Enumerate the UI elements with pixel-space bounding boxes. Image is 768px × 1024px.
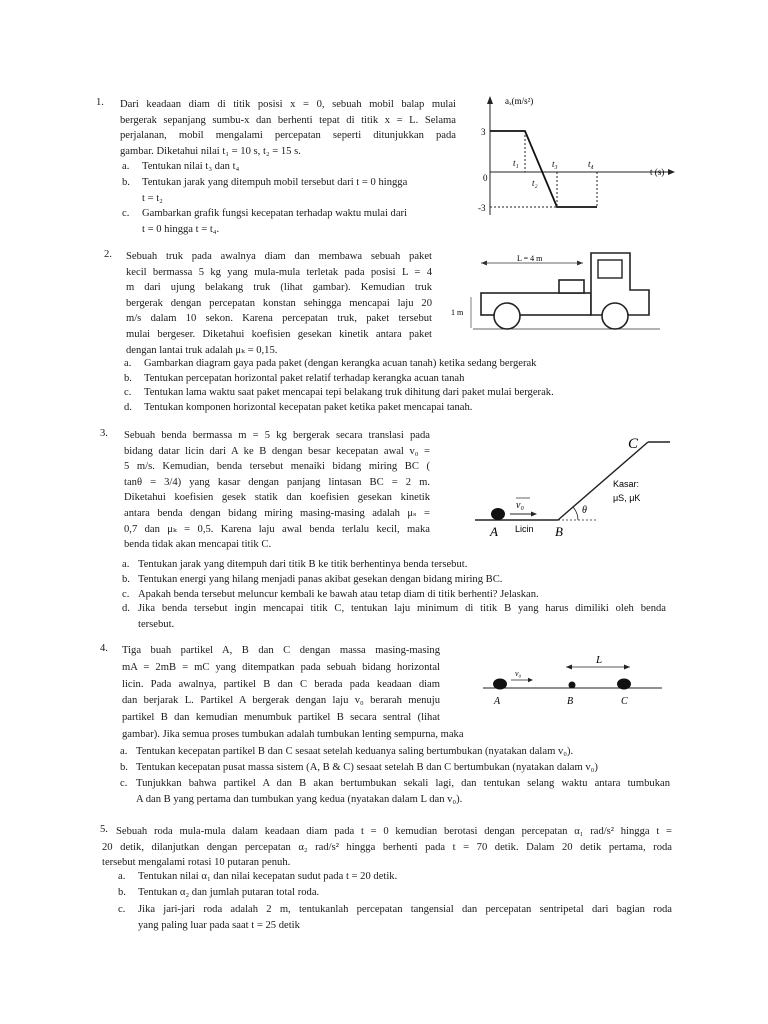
y-axis-label: aₓ(m/s²): [505, 96, 534, 106]
q3-line: benda tidak akan mencapai titik C.: [124, 539, 272, 551]
item-text: A dan B yang pertama dan tumbukan yang kedua (nyatakan dalam L dan v₀).: [136, 794, 463, 805]
item-text: Tentukan komponen horizontal kecepatan paket ketika paket mencapai tanah.: [144, 402, 473, 413]
item-label: a.: [120, 746, 128, 757]
q3-item-b: [122, 572, 742, 588]
item-label: c.: [122, 208, 130, 219]
label-c: C: [621, 696, 628, 707]
q4-line: dan berjarak L. Partikel A bergerak dengan laju v₀ berarah menuju: [122, 695, 440, 707]
length-label: L: [596, 654, 603, 666]
item-text: Gambarkan diagram gaya pada paket (dengan kerangka acuan tanah) ketika sedang bergerak: [144, 358, 537, 369]
q2-stem: [126, 249, 432, 358]
rough-label: Kasar:: [613, 479, 640, 489]
item-label: a.: [124, 358, 132, 369]
q5-line: tersebut mengalami rotasi 10 putaran penuh.: [102, 857, 291, 869]
q1-line: perjalanan, mobil mengalami percepatan seperti ditunjukkan pada: [120, 130, 456, 142]
q1-stem: [120, 97, 456, 159]
q2-number: 2.: [104, 249, 112, 260]
q4-item-b: [120, 760, 740, 776]
q1-item-c: [122, 206, 462, 238]
q2-line: m/s dalam 10 sekon. Karena percepatan truk, paket tersebut: [126, 313, 432, 325]
q1-line: Dari keadaan diam di titik posisi x = 0, sebuah mobil balap mulai: [120, 99, 456, 110]
item-text: Jika benda tersebut ingin mencapai titik C, tentukan laju minimum di titik B yang harus dimiliki oleh benda: [138, 603, 666, 614]
q2-line: dengan lantai truk adalah μₖ = 0,15.: [126, 344, 278, 356]
item-text: Gambarkan grafik fungsi kecepatan terhadap waktu mulai dari: [142, 208, 408, 219]
item-text: Tentukan kecepatan partikel B dan C sesaat setelah keduanya saling bertumbukan (nyatakan dalam v₀).: [136, 746, 574, 757]
q3-line: bidang datar licin dari A ke B dengan besar kecepatan awal v₀ =: [124, 445, 430, 457]
item-text: t = t₂: [142, 193, 163, 204]
x-axis-label: t (s): [650, 167, 665, 177]
smooth-label: Licin: [515, 524, 534, 534]
length-arrow-right: [577, 261, 583, 266]
q3-line: antara benda dengan bidang miring masing-masing adalah μₛ =: [124, 507, 430, 519]
item-label: b.: [124, 373, 132, 384]
item-text: Tentukan energi yang hilang menjadi panas akibat gesekan dengan bidang miring BC.: [138, 574, 503, 585]
q2-line: bergerak dengan percepatan konstan sehingga mencapai laju 20: [126, 297, 432, 309]
q5-number: 5.: [100, 824, 108, 835]
q3-line: tanθ = 3/4) yang kasar dengan panjang lintasan BC = 2 m.: [124, 476, 430, 488]
acceleration-curve: [490, 131, 597, 207]
item-label: b.: [122, 177, 130, 188]
q5-item-c: [118, 902, 678, 934]
item-text: Tentukan lama waktu saat paket mencapai tepi belakang truk dihitung dari paket mulai bergerak.: [144, 387, 554, 398]
item-label: c.: [122, 589, 130, 600]
particle-b: [569, 682, 576, 689]
angle-arc: [573, 507, 578, 520]
q3-item-d: [122, 601, 742, 633]
length-arrow-left: [566, 665, 572, 670]
y-axis-arrow: [487, 96, 493, 104]
q3-line: Diketahui koefisien gesek statik dan koefisien gesekan kinetik: [124, 492, 430, 504]
q3-number: 3.: [100, 428, 108, 439]
q4-stem: [122, 643, 464, 744]
q2-line: Sebuah truk pada awalnya diam dan membawa sebuah paket: [126, 251, 432, 262]
particle-a: [493, 679, 507, 690]
point-a-label: A: [490, 524, 498, 539]
q5-line: Sebuah roda mula-mula dalam keadaan diam pada t = 0 kemudian berotasi dengan percepatan α₁ rad/s² hingga t =: [116, 826, 672, 837]
q5-line: 20 detik, dilanjutkan dengan percepatan α₂ rad/s² hingga berhenti pada t = 70 detik. Dalam 20 detik pertama, roda: [102, 841, 672, 853]
length-arrow-right: [624, 665, 630, 670]
velocity-label: v₀: [515, 669, 522, 678]
q4-line: Tiga buah partikel A, B dan C dengan massa masing-masing: [122, 645, 440, 656]
q5-item-b: [118, 885, 678, 901]
item-text: Apakah benda tersebut meluncur kembali ke bawah atau tetap diam di titik berhenti? Jelaskan.: [138, 589, 539, 600]
velocity-label: v₀: [516, 500, 524, 511]
theta-label: θ: [582, 505, 587, 516]
point-b-label: B: [555, 524, 563, 539]
t2-label: t₂: [532, 178, 538, 188]
item-text: Tentukan jarak yang ditempuh mobil tersebut dari t = 0 hingga: [142, 177, 408, 188]
block-body: [491, 508, 505, 520]
t3-label: t₃: [552, 159, 558, 169]
item-label: b.: [120, 762, 128, 773]
item-label: d.: [122, 603, 130, 614]
q2-line: kecil bermassa 5 kg yang mula-mula terletak pada posisi L = 4: [126, 266, 432, 278]
q1-item-b: [122, 175, 462, 207]
q3-incline-figure: [470, 428, 685, 543]
q4-item-c: [120, 776, 740, 808]
cab-window: [598, 260, 622, 278]
label-a: A: [494, 696, 501, 707]
q5-stem: [102, 824, 672, 871]
q2-truck-figure: [445, 245, 665, 340]
item-label: a.: [118, 871, 126, 882]
t1-label: t₁: [513, 158, 519, 168]
item-label: c.: [124, 387, 132, 398]
q3-line: 5 m/s. Kemudian, benda tersebut menaiki bidang miring BC (: [124, 461, 430, 473]
item-text: Tentukan nilai t₃ dan t₄: [142, 161, 240, 172]
tick-3: 3: [481, 127, 486, 137]
velocity-arrowhead: [531, 512, 537, 517]
item-label: c.: [118, 904, 126, 915]
q1-line: bergerak sepanjang sumbu-x dan berhenti tepat di titik x = L. Selama: [120, 114, 456, 126]
q3-line: Sebuah benda bermassa m = 5 kg bergerak secara translasi pada: [124, 430, 430, 441]
item-text: Tunjukkan bahwa partikel A dan B akan bertumbukan sekali lagi, dan tentukan selang waktu antara tumbukan: [136, 778, 670, 789]
front-wheel: [602, 303, 628, 329]
t4-label: t₄: [588, 159, 594, 169]
coeffs-label: μS, μK: [613, 493, 641, 503]
q4-particles-figure: [478, 650, 668, 710]
q1-item-a: [122, 159, 462, 175]
q2-item-d: [124, 400, 724, 416]
q4-line: partikel B dan kemudian menumbuk partikel B secara sentral (lihat: [122, 712, 440, 724]
item-label: d.: [124, 402, 132, 413]
item-text: Tentukan kecepatan pusat massa sistem (A, B & C) sesaat setelah B dan C bertumbukan (nyatakan dalam v₀): [136, 762, 598, 773]
item-text: tersebut.: [138, 619, 175, 630]
q4-line: licin. Pada awalnya, partikel B dan C berada pada keadaan diam: [122, 678, 440, 690]
item-label: c.: [120, 778, 128, 789]
q4-number: 4.: [100, 643, 108, 654]
q3-item-a: [122, 557, 742, 573]
item-label: b.: [118, 887, 126, 898]
rear-wheel: [494, 303, 520, 329]
q1-number: 1.: [96, 97, 104, 108]
item-label: a.: [122, 559, 130, 570]
item-label: b.: [122, 574, 130, 585]
tick-0: 0: [483, 173, 488, 183]
q3-stem: [124, 428, 430, 553]
tick-neg3: -3: [478, 203, 486, 213]
item-text: t = 0 hingga t = t₄.: [142, 224, 220, 235]
q3-line: 0,7 dan μₖ = 0,5. Karena laju awal benda terlalu kecil, maka: [124, 523, 430, 535]
q2-line: m dari ujung belakang truk (lihat gambar). Kemudian truk: [126, 282, 432, 294]
q1-line: gambar. Diketahui nilai t₁ = 10 s, t₂ = 15 s.: [120, 145, 301, 157]
item-text: Tentukan jarak yang ditempuh dari titik B ke titik berhentinya benda tersebut.: [138, 559, 468, 570]
x-axis-arrow: [668, 169, 675, 175]
item-label: a.: [122, 161, 130, 172]
q4-line: mA = 2mB = mC yang ditempatkan pada sebuah bidang horizontal: [122, 661, 440, 673]
label-b: B: [567, 696, 574, 707]
point-c-label: C: [628, 436, 639, 452]
item-text: yang paling luar pada saat t = 25 detik: [138, 920, 300, 931]
item-text: Tentukan nilai α₁ dan nilai kecepatan sudut pada t = 20 detik.: [138, 871, 398, 882]
q4-item-a: [120, 744, 740, 760]
q2-item-c: [124, 385, 724, 401]
q5-item-a: [118, 869, 678, 885]
q2-line: mulai bergeser. Diketahui koefisien gesekan kinetik antara paket: [126, 328, 432, 340]
q2-item-a: [124, 356, 724, 372]
item-text: Tentukan percepatan horizontal paket relatif terhadap kerangka acuan tanah: [144, 373, 465, 384]
q4-line: gambar). Jika semua proses tumbukan adalah tumbukan lenting sempurna, maka: [122, 728, 464, 740]
q1-acceleration-graph: [470, 90, 680, 220]
velocity-arrowhead: [528, 678, 533, 682]
package: [559, 280, 584, 293]
length-arrow-left: [481, 261, 487, 266]
particle-c: [617, 679, 631, 690]
item-text: Jika jari-jari roda adalah 2 m, tentukanlah percepatan tangensial dan percepatan sentripetal dari bagian roda: [138, 904, 672, 915]
item-text: Tentukan α₂ dan jumlah putaran total roda.: [138, 887, 320, 898]
length-label: L = 4 m: [517, 254, 543, 263]
height-label: 1 m: [451, 308, 464, 317]
